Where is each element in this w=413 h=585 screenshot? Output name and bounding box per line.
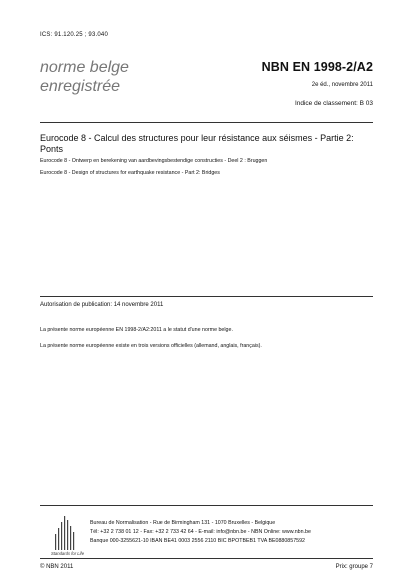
title-english: Eurocode 8 - Design of structures for earthquake resistance - Part 2: Bridges [40, 170, 220, 176]
brand-line-2: enregistrée [40, 78, 121, 95]
contact-bank: Banque 000-3255621-10 IBAN BE41 0003 2556 2110 BIC BPOTBEB1 TVA BE0880857592 [90, 538, 305, 544]
contact-phone: Tél: +32 2 738 01 12 - Fax: +32 2 733 42 64 - E-mail: info@nbn.be - NBN Online: www.nbn.be [90, 529, 311, 535]
divider-middle [40, 296, 373, 297]
brand-title [40, 58, 129, 96]
title-french: Eurocode 8 - Calcul des structures pour leur résistance aux séismes - Partie 2: Ponts [40, 133, 354, 154]
nbn-logo [40, 510, 90, 554]
copyright: © NBN 2011 [40, 564, 74, 570]
edition-info: 2e éd., novembre 2011 [311, 82, 373, 88]
ics-code: ICS: 91.120.25 ; 93.040 [40, 32, 108, 38]
divider-bottom [40, 505, 373, 506]
statement-status: La présente norme européenne EN 1998-2/A2:2011 a le statut d'une norme belge. [40, 327, 233, 333]
price-group: Prix: groupe 7 [335, 564, 373, 570]
brand-line-1: norme belge [40, 59, 129, 76]
divider-top [40, 122, 373, 123]
statement-versions: La présente norme européenne existe en trois versions officielles (allemand, anglais, français). [40, 343, 262, 349]
classification-index: Indice de classement: B 03 [294, 100, 373, 107]
divider-footer [40, 558, 373, 559]
title-dutch: Eurocode 8 - Ontwerp en berekening van aardbevingsbestendige constructies - Deel 2 : Bruggen [40, 158, 268, 164]
contact-address: Bureau de Normalisation - Rue de Birmingham 131 - 1070 Bruxelles - Belgique [90, 520, 276, 526]
logo-caption: Standards for Life [50, 551, 85, 556]
publication-authorization: Autorisation de publication: 14 novembre 2011 [40, 302, 164, 308]
nbn-logo-icon [40, 510, 90, 554]
standard-code: NBN EN 1998-2/A2 [261, 60, 373, 74]
